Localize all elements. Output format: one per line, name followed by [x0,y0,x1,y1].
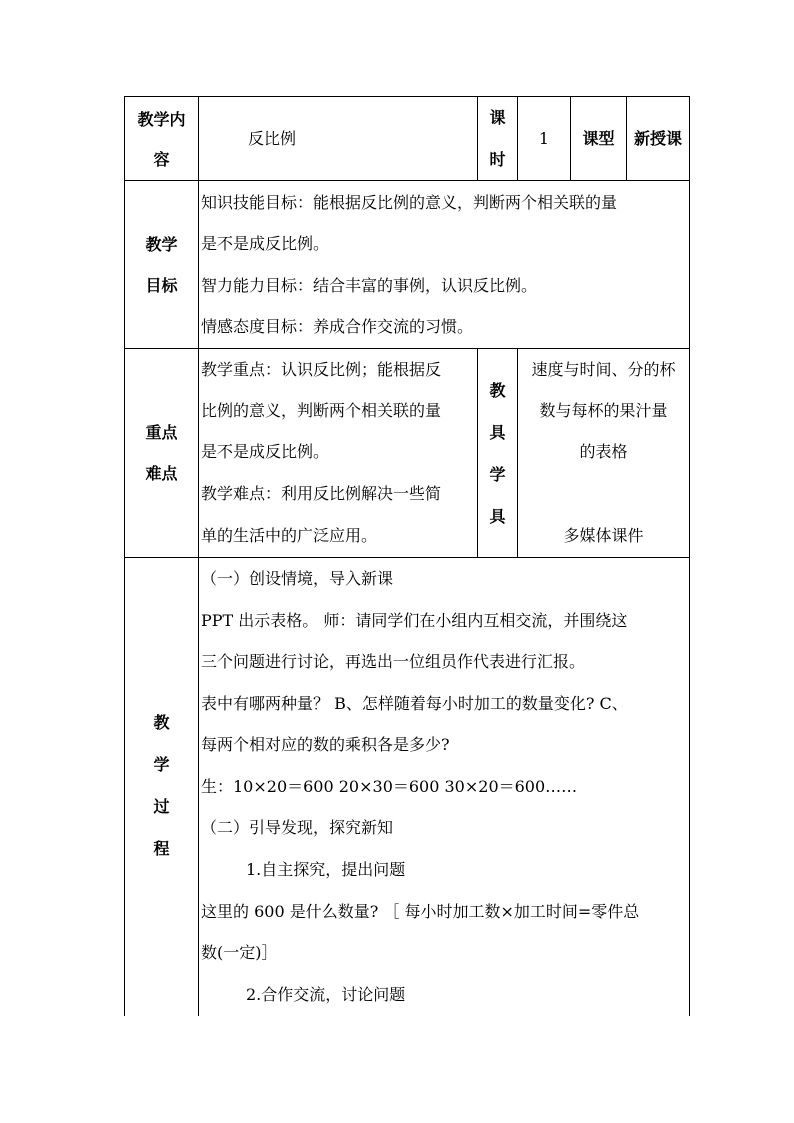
label-column-divider [198,96,199,1016]
label-lesson-type: 课型 [582,129,615,148]
keypoint-line: 单的生活中的广泛应用。 [201,526,378,545]
teaching-content-value: 反比例 [248,129,297,148]
objective-line: 知识技能目标：能根据反比例的意义，判断两个相关联的量 [201,193,618,212]
keypoint-line: 教学重点：认识反比例；能根据反 [201,360,442,379]
keypoint-line: 是不是成反比例。 [201,442,330,461]
process-line: （二）引导发现，探究新知 [201,818,394,837]
process-line: 表中有哪两种量？ B、怎样随着每小时加工的数量变化? C、 [201,694,628,713]
process-line: （一）创设情境，导入新课 [201,569,394,588]
process-line: 生：10×20＝600 20×30＝600 30×20＝600…… [201,777,578,796]
label-teaching-tools: 教 具 学 具 [489,381,506,526]
process-line: 三个问题进行讨论，再选出一位组员作代表进行汇报。 [201,652,586,671]
lesson-type-value: 新授课 [633,129,682,148]
process-line: 1.自主探究，提出问题 [246,860,406,879]
process-line: PPT 出示表格。 师：请同学们在小组内互相交流，并围绕这 [201,611,628,630]
class-period-value: 1 [538,129,550,148]
tools-line: 数与每杯的果汁量 [539,401,668,420]
tools-line: 多媒体课件 [563,526,644,545]
label-teaching-objectives: 教学 目标 [145,235,178,295]
objective-line: 是不是成反比例。 [201,234,330,253]
tools-line: 速度与时间、分的杯 [531,360,676,379]
label-teaching-process: 教 学 过 程 [153,713,170,858]
row-divider-1 [124,180,690,181]
objective-line: 智力能力目标：结合丰富的事例，认识反比例。 [201,276,538,295]
label-key-difficult-points: 重点 难点 [145,423,178,483]
keypoint-line: 比例的意义，判断两个相关联的量 [201,401,442,420]
objective-line: 情感态度目标：养成合作交流的习惯。 [201,317,474,336]
table-border-right [689,96,690,1016]
label-teaching-content: 教学内 容 [137,110,186,169]
process-line: 2.合作交流，讨论问题 [246,985,406,1004]
tools-line: 的表格 [579,442,628,461]
label-class-period: 课 时 [489,108,506,169]
process-line: 这里的 600 是什么数量? ［ 每小时加工数×加工时间=零件总 [201,902,640,921]
process-line: 数(一定)］ [201,943,278,962]
process-line: 每两个相对应的数的乘积各是多少? [201,735,450,754]
keypoint-line: 教学难点：利用反比例解决一些简 [201,484,442,503]
table-border-top [124,96,690,97]
